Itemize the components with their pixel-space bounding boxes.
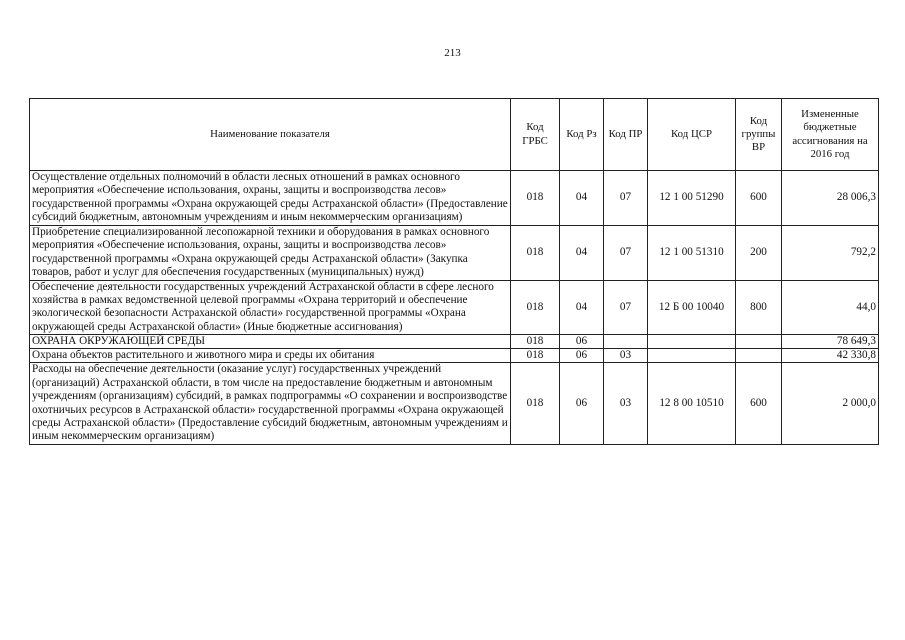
- row-csr: [648, 349, 736, 363]
- row-grbs: 018: [511, 225, 560, 280]
- row-pr: 07: [604, 171, 648, 226]
- header-row: [30, 99, 879, 171]
- row-pr: 03: [604, 363, 648, 445]
- table-row: [30, 335, 879, 349]
- row-csr: 12 1 00 51290: [648, 171, 736, 226]
- row-pr: 07: [604, 280, 648, 335]
- row-csr: 12 Б 00 10040: [648, 280, 736, 335]
- row-grbs: 018: [511, 335, 560, 349]
- row-csr: 12 1 00 51310: [648, 225, 736, 280]
- header-pr: Код ПР: [604, 99, 648, 171]
- row-amount: 28 006,3: [782, 171, 879, 226]
- budget-table: [29, 98, 879, 445]
- row-vr: [736, 349, 782, 363]
- header-rz: Код Рз: [560, 99, 604, 171]
- table-row: [30, 280, 879, 335]
- row-grbs: 018: [511, 349, 560, 363]
- row-amount: 2 000,0: [782, 363, 879, 445]
- header-name: Наименование показателя: [30, 99, 511, 171]
- row-name: ОХРАНА ОКРУЖАЮЩЕЙ СРЕДЫ: [30, 335, 511, 349]
- row-name: Охрана объектов растительного и животного мира и среды их обитания: [30, 349, 511, 363]
- header-grbs: Код ГРБС: [511, 99, 560, 171]
- row-vr: 800: [736, 280, 782, 335]
- row-pr: 03: [604, 349, 648, 363]
- row-vr: 600: [736, 171, 782, 226]
- row-pr: [604, 335, 648, 349]
- table-row: [30, 349, 879, 363]
- table-row: [30, 225, 879, 280]
- row-rz: 06: [560, 363, 604, 445]
- row-csr: [648, 335, 736, 349]
- row-name: Обеспечение деятельности государственных учреждений Астраханской области в сфере лесного хозяйства в рамках ведомственной целевой программы «Охрана территорий и обеспечение экологической безопасности Астраханской области» государственной программы «Охрана окружающей среды Астраханской области» (Иные бюджетные ассигнования): [30, 280, 511, 335]
- row-pr: 07: [604, 225, 648, 280]
- row-name: Приобретение специализированной лесопожарной техники и оборудования в рамках основного мероприятия «Обеспечение использования, охраны, защиты и воспроизводства лесов» государственной программы «Охрана окружающей среды Астраханской области» (Закупка товаров, работ и услуг для обеспечения государственных (муниципальных) нужд): [30, 225, 511, 280]
- row-vr: [736, 335, 782, 349]
- table-row: [30, 171, 879, 226]
- row-amount: 78 649,3: [782, 335, 879, 349]
- row-rz: 04: [560, 225, 604, 280]
- row-rz: 06: [560, 349, 604, 363]
- row-amount: 42 330,8: [782, 349, 879, 363]
- row-grbs: 018: [511, 280, 560, 335]
- header-csr: Код ЦСР: [648, 99, 736, 171]
- row-amount: 44,0: [782, 280, 879, 335]
- row-name: Расходы на обеспечение деятельности (оказание услуг) государственных учреждений (организаций) Астраханской области, в том числе на предоставление бюджетным и автономным учреждениям (организациям) субсидий, в рамках подпрограммы «О сохранении и воспроизводстве охотничьих ресурсов в Астраханской области» государственной программы «Охрана окружающей среды Астраханской области» (Предоставление субсидий бюджетным, автономным учреждениям и иным некоммерческим организациям): [30, 363, 511, 445]
- row-amount: 792,2: [782, 225, 879, 280]
- header-vr: Код группы ВР: [736, 99, 782, 171]
- row-rz: 06: [560, 335, 604, 349]
- table-row: [30, 363, 879, 445]
- row-grbs: 018: [511, 363, 560, 445]
- page-number: 213: [444, 47, 461, 59]
- row-rz: 04: [560, 280, 604, 335]
- row-grbs: 018: [511, 171, 560, 226]
- row-rz: 04: [560, 171, 604, 226]
- row-csr: 12 8 00 10510: [648, 363, 736, 445]
- row-vr: 200: [736, 225, 782, 280]
- row-name: Осуществление отдельных полномочий в области лесных отношений в рамках основного мероприятия «Обеспечение использования, охраны, защиты и воспроизводства лесов» государственной программы «Охрана окружающей среды Астраханской области» (Предоставление субсидий бюджетным, автономным учреждениям и иным некоммерческим организациям): [30, 171, 511, 226]
- header-amount: Измененные бюджетные ассигнования на 2016 год: [782, 99, 879, 171]
- row-vr: 600: [736, 363, 782, 445]
